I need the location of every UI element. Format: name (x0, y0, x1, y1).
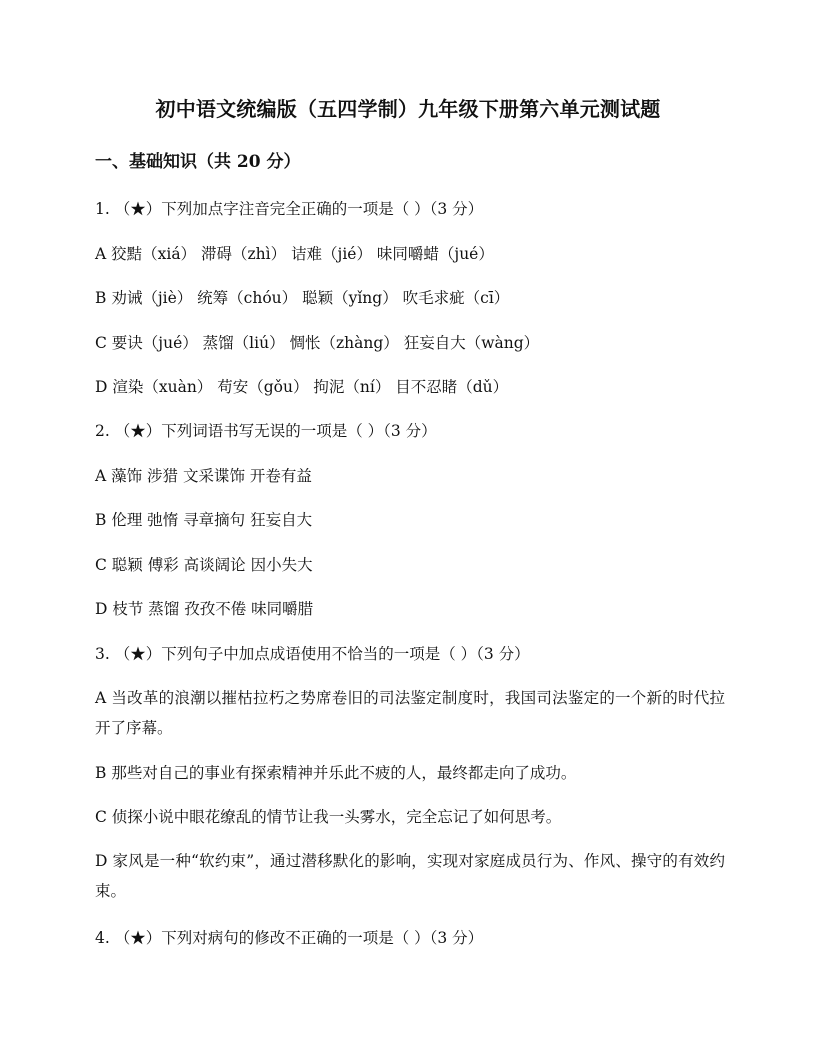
section-heading: 一、基础知识（共 20 分） (95, 152, 301, 172)
question-2-option-b: B 伦理 弛惰 寻章摘句 狂妄自大 (95, 511, 313, 529)
question-3-stem: 3. （★）下列句子中加点成语使用不恰当的一项是（ ）（3 分） (95, 645, 530, 663)
question-3-option-b: B 那些对自己的事业有探索精神并乐此不疲的人，最终都走向了成功。 (95, 764, 577, 782)
question-1-option-b: B 劝诫（jiè） 统筹（chóu） 聪颖（yǐng） 吹毛求疵（cī） (95, 289, 510, 307)
question-1-option-d: D 渲染（xuàn） 苟安（gǒu） 拘泥（ní） 目不忍睹（dǔ） (95, 378, 509, 396)
question-2-option-a: A 藻饰 涉猎 文采谍饰 开卷有益 (95, 467, 312, 485)
question-1-stem: 1. （★）下列加点字注音完全正确的一项是（ ）（3 分） (95, 200, 484, 218)
question-4-stem: 4. （★）下列对病句的修改不正确的一项是（ ）（3 分） (95, 929, 484, 947)
question-3-option-c: C 侦探小说中眼花缭乱的情节让我一头雾水，完全忘记了如何思考。 (95, 808, 562, 826)
question-1-option-a: A 狡黠（xiá） 滞碍（zhì） 诘难（jié） 味同嚼蜡（jué） (95, 245, 494, 263)
question-3-option-a: A 当改革的浪潮以摧枯拉朽之势席卷旧的司法鉴定制度时，我国司法鉴定的一个新的时代拉开了序幕。 (95, 689, 725, 737)
question-3-option-d: D 家风是一种“软约束”，通过潜移默化的影响，实现对家庭成员行为、作风、操守的有效约束。 (95, 852, 725, 900)
page-title: 初中语文统编版（五四学制）九年级下册第六单元测试题 (155, 97, 661, 121)
question-2-option-d: D 枝节 蒸馏 孜孜不倦 味同嚼腊 (95, 600, 314, 618)
question-2-stem: 2. （★）下列词语书写无误的一项是（ ）（3 分） (95, 422, 437, 440)
question-2-option-c: C 聪颖 傅彩 高谈阔论 因小失大 (95, 556, 313, 574)
question-1-option-c: C 要诀（jué） 蒸馏（liú） 惆怅（zhàng） 狂妄自大（wàng） (95, 334, 540, 352)
